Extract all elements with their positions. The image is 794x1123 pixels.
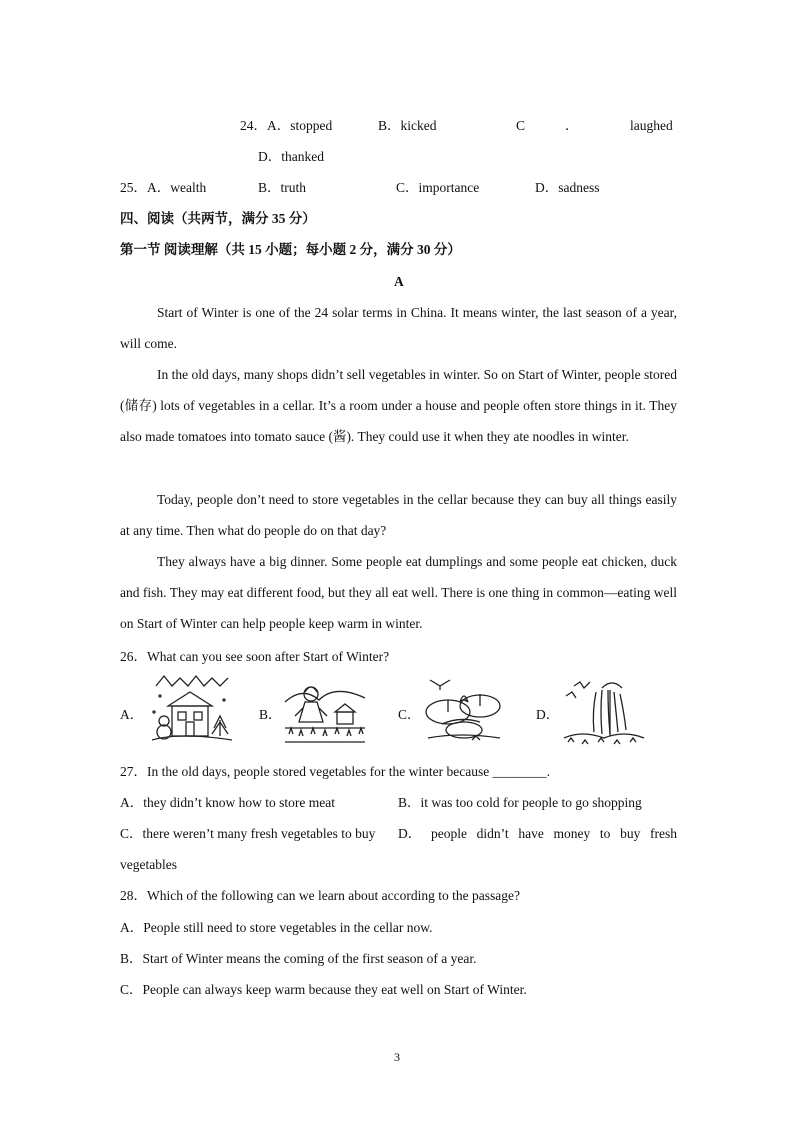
summer-lotus-icon	[420, 672, 504, 748]
passage-paragraph-1: Start of Winter is one of the 24 solar terms in China. It means winter, the last season of a year, will come.	[120, 305, 677, 351]
passage-label: A	[394, 274, 404, 289]
q25-b: B．truth	[258, 180, 307, 195]
passage-paragraph-2: In the old days, many shops didn’t sell vegetables in winter. So on Start of Winter, people stored (储存) lots of vegetables in a cellar. It’s a room under a house and people often store things in it. They also made tomatoes into tomato sauce (酱). They could use it when they ate noodles in winter.	[120, 367, 677, 444]
q25-d: D．sadness	[535, 180, 600, 195]
q27-option-a: A．they didn’t know how to store meat	[120, 795, 335, 810]
q24-c-word: laughed	[630, 118, 673, 133]
passage-paragraph-3: Today, people don’t need to store vegetables in the cellar because they can buy all things easily at any time. Then what do people do on that day?	[120, 492, 677, 538]
q27-option-d-continued: vegetables	[120, 857, 177, 872]
q27-option-d-text: people didn’t have money to buy fresh	[431, 826, 677, 841]
subsection-heading: 第一节 阅读理解（共 15 小题；每小题 2 分，满分 30 分）	[120, 242, 461, 257]
q27-option-c: C．there weren’t many fresh vegetables to buy	[120, 826, 376, 841]
q28-option-a: A．People still need to store vegetables in the cellar now.	[120, 920, 433, 935]
q25-a: 25．A．wealth	[120, 180, 207, 195]
autumn-willow-icon	[562, 672, 646, 748]
q28-option-c: C．People can always keep warm because they eat well on Start of Winter.	[120, 982, 527, 997]
passage-paragraph-4: They always have a big dinner. Some people eat dumplings and some people eat chicken, duck and fish. They may eat different food, but they all eat well. There is one thing in common—eating well on Start of Winter can help people keep warm in winter.	[120, 554, 677, 631]
q27-option-d-letter: D．	[398, 826, 422, 841]
spring-girl-icon	[283, 672, 367, 748]
q28-option-b: B．Start of Winter means the coming of the first season of a year.	[120, 951, 477, 966]
q26-option-b: B．	[259, 707, 282, 722]
page-number: 3	[394, 1050, 400, 1064]
q26-option-a: A．	[120, 707, 144, 722]
q26-option-c: C．	[398, 707, 421, 722]
q28-stem: 28．Which of the following can we learn about according to the passage?	[120, 888, 520, 903]
q24-b: B．kicked	[378, 118, 437, 133]
q24-c-letter: C	[516, 118, 526, 133]
section-heading: 四、阅读（共两节，满分 35 分）	[120, 211, 316, 226]
q24-c-dot: ．	[565, 118, 579, 133]
q27-option-b: B．it was too cold for people to go shopping	[398, 795, 642, 810]
q25-c: C．importance	[396, 180, 480, 195]
snowy-house-icon	[150, 672, 234, 748]
q24-d: D．thanked	[258, 149, 324, 164]
q26-option-d: D．	[536, 707, 560, 722]
q27-stem: 27．In the old days, people stored vegetables for the winter because ________.	[120, 764, 551, 779]
q24-a: 24．A．stopped	[240, 118, 333, 133]
q26-stem: 26．What can you see soon after Start of Winter?	[120, 649, 390, 664]
